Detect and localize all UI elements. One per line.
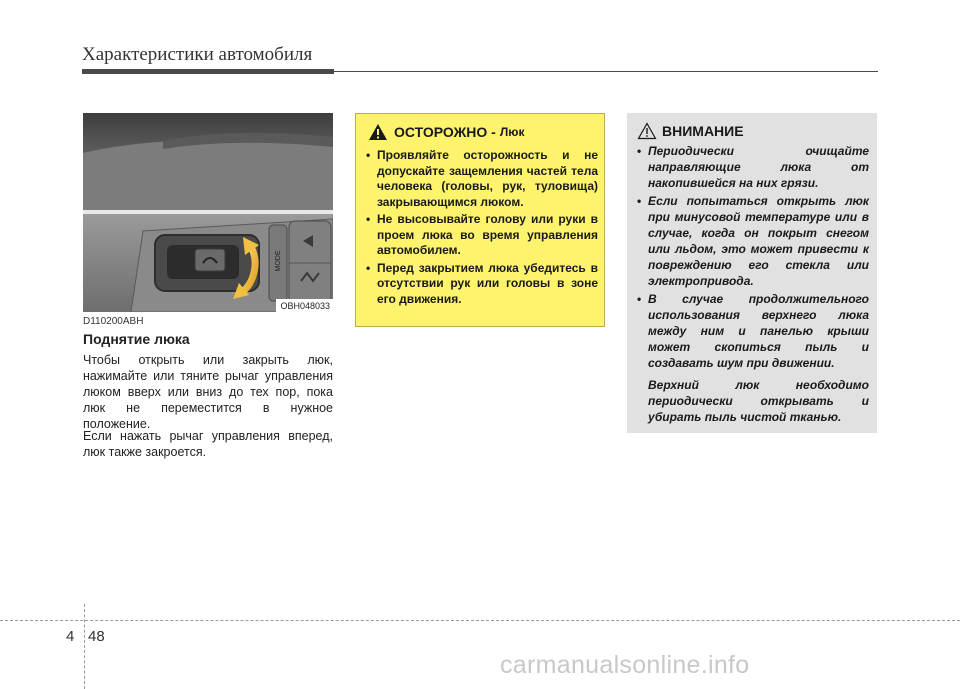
warning-item: • Проявляйте осторожность и не допускайте защемления частей тела человека (головы, рук, туловища) закрывающимся люком. [366,148,598,210]
caution-item: • Если попытаться открыть люк при минусовой температуре или в случае, когда он покрыт снегом или льдом, это может привести к повреждению его стекла или электропривода. [637,193,869,289]
figure-caption: OBH048033 [276,299,333,312]
caution-box [627,113,877,433]
chapter-number: 4 [66,628,75,645]
warning-header [368,123,525,141]
header-rule-thick [82,69,334,74]
footer-divider [0,620,960,621]
footer-vertical-divider [84,604,85,689]
warning-item: • Не высовывайте голову или руки в проем люка во время управления автомобилем. [366,212,598,259]
warning-triangle-icon [368,123,388,141]
caution-item: • Периодически очищайте направляющие люка от накопившейся на них грязи. [637,143,869,191]
watermark-text: carmanualsonline.info [500,651,750,679]
page-header-title: Характеристики автомобиля [82,44,313,65]
mode-switch-label: MODE [275,250,282,272]
caution-continuation: Верхний люк необходимо периодически открывать и убирать пыль чистой тканью. [648,378,869,424]
section-title: Поднятие люка [83,331,190,347]
caution-title: ВНИМАНИЕ [662,123,744,139]
sunroof-control-illustration [83,113,333,312]
section-code: D110200ABH [83,316,144,327]
warning-list [366,148,598,309]
warning-item: • Перед закрытием люка убедитесь в отсутствии рук или головы в зоне его движения. [366,261,598,308]
body-paragraph-1: Чтобы открыть или закрыть люк, нажимайте или тяните рычаг управления люком вверх или вниз до тех пор, пока люк не переместится в нужное положение. [83,353,333,431]
page-number: 48 [88,628,105,645]
caution-list [637,143,869,427]
warning-subtitle: Люк [499,125,525,139]
body-paragraph-2: Если нажать рычаг управления вперед, люк также закроется. [83,429,333,459]
header-rule-thin [334,71,878,72]
caution-header [637,122,744,140]
caution-triangle-icon [637,122,657,140]
warning-title: ОСТОРОЖНО - [394,124,496,140]
warning-box [355,113,605,327]
sunroof-control-figure [83,113,333,312]
caution-item: • В случае продолжительного использования верхнего люка между ним и панелью крыши может скопиться пыль и создавать шум при движении. [637,291,869,371]
